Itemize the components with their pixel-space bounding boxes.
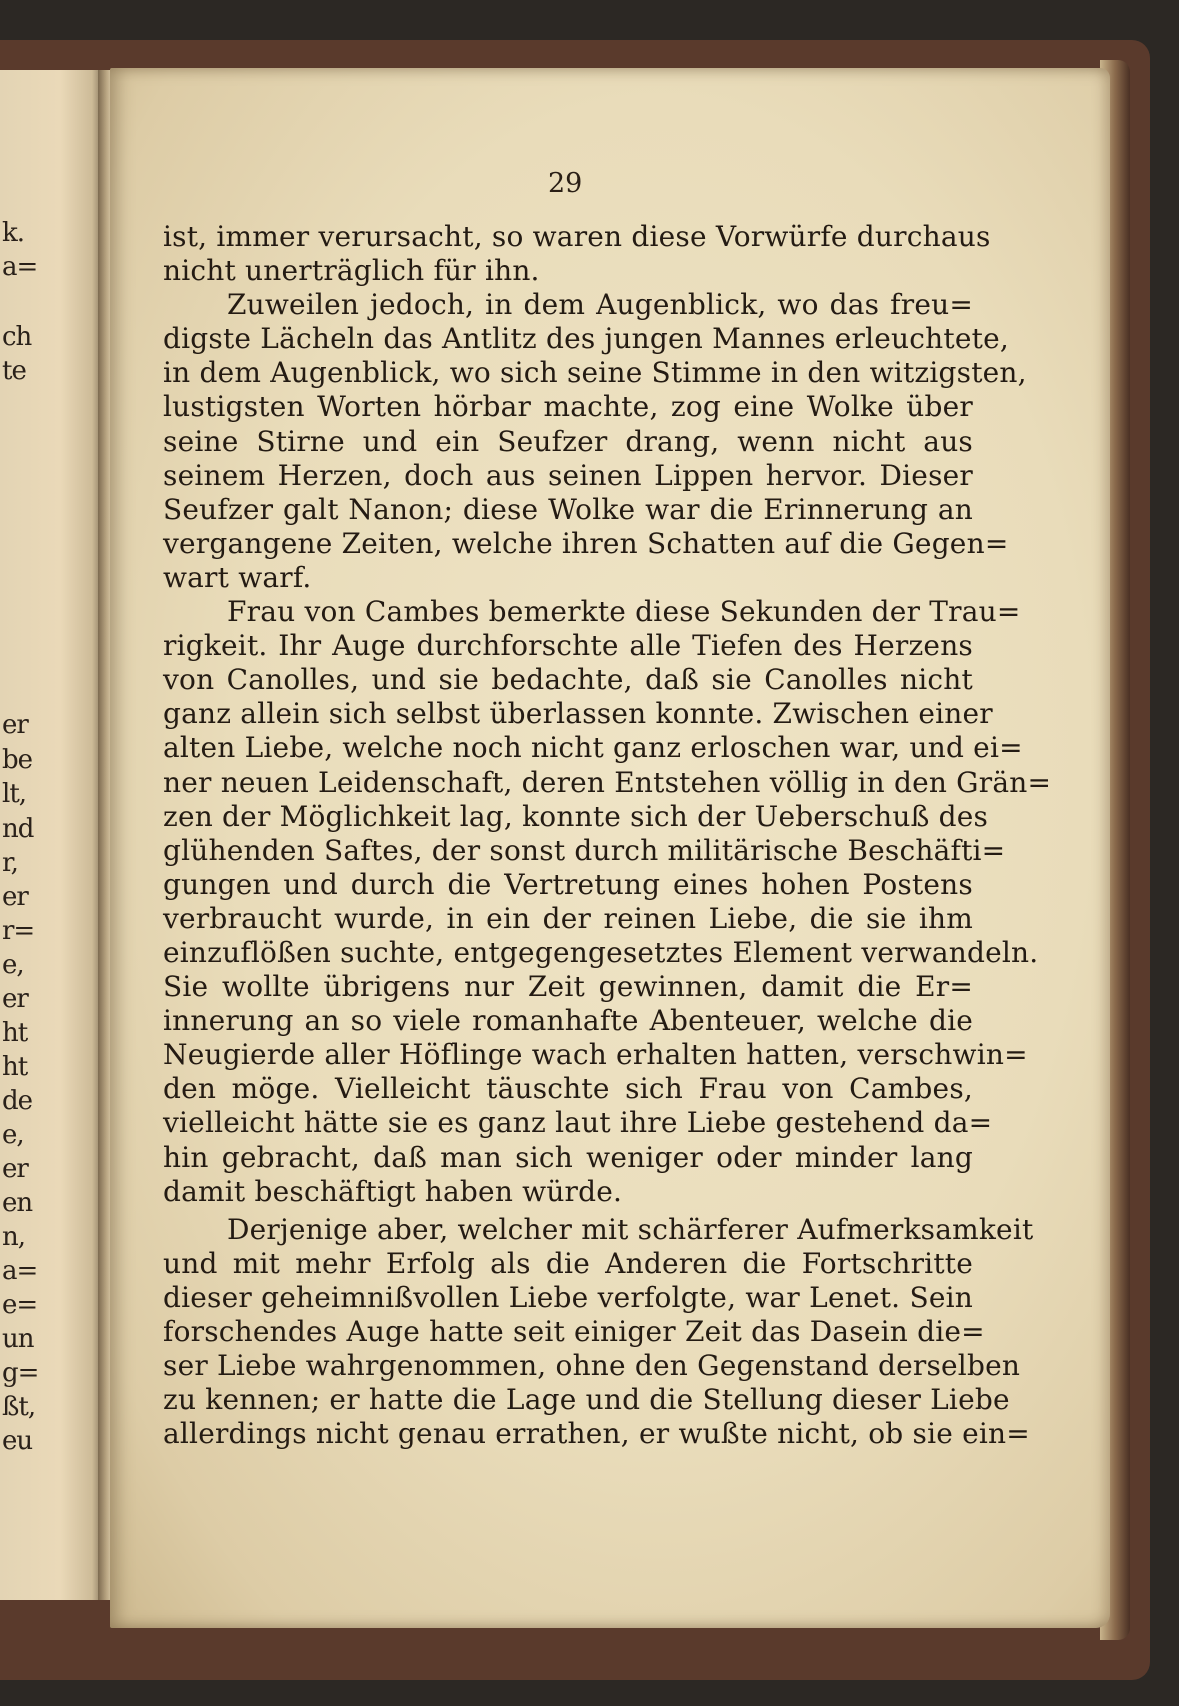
text-line: vergangene Zeiten, welche ihren Schatten auf die Gegen= bbox=[163, 526, 1009, 560]
body-text bbox=[163, 220, 1052, 1451]
text-line: hin gebracht, daß man sich weniger oder minder lang bbox=[163, 1140, 973, 1174]
text-line: Derjenige aber, welcher mit schärferer Aufmerksamkeit bbox=[227, 1212, 1034, 1246]
left-page-fragment: r= bbox=[2, 916, 35, 946]
text-line: seinem Herzen, doch aus seinen Lippen hervor. Dieser bbox=[163, 458, 973, 492]
text-line: ist, immer verursacht, so waren diese Vorwürfe durchaus bbox=[163, 220, 991, 253]
text-line: vielleicht hätte sie es ganz laut ihre Liebe gestehend da= bbox=[163, 1106, 993, 1140]
text-line: Frau von Cambes bemerkte diese Sekunden der Trau= bbox=[227, 595, 1021, 629]
text-line: ner neuen Leidenschaft, deren Entstehen völlig in den Grän= bbox=[163, 765, 1052, 799]
left-page-fragment: en bbox=[2, 1188, 33, 1218]
text-line: den möge. Vielleicht täuschte sich Frau von Cambes, bbox=[163, 1072, 973, 1106]
text-line: zu kennen; er hatte die Lage und die Stellung dieser Liebe bbox=[163, 1383, 1010, 1417]
text-line: damit beschäftigt haben würde. bbox=[163, 1174, 623, 1208]
left-page-fragment: r, bbox=[2, 848, 18, 878]
left-page-fragment: er bbox=[2, 882, 28, 912]
text-line: und mit mehr Erfolg als die Anderen die Fortschritte bbox=[163, 1246, 973, 1280]
left-page-fragment: ßt, bbox=[2, 1392, 36, 1422]
text-line: seine Stirne und ein Seufzer drang, wenn nicht aus bbox=[163, 424, 973, 458]
text-line: innerung an so viele romanhafte Abenteuer, welche die bbox=[163, 1004, 973, 1038]
left-page-fragment: er bbox=[2, 710, 28, 740]
left-page-fragment: eu bbox=[2, 1426, 33, 1456]
left-page-fragment: nd bbox=[2, 814, 34, 844]
text-line: nicht unerträglich für ihn. bbox=[163, 254, 540, 288]
left-page-fragment: er bbox=[2, 1154, 28, 1184]
left-page-fragment: te bbox=[2, 356, 26, 386]
left-page-fragment: e, bbox=[2, 950, 24, 980]
text-line: ganz allein sich selbst überlassen konnte. Zwischen einer bbox=[163, 697, 993, 731]
left-page-fragment: lt, bbox=[2, 779, 27, 809]
text-line: Zuweilen jedoch, in dem Augenblick, wo das freu= bbox=[227, 288, 973, 322]
text-line: Sie wollte übrigens nur Zeit gewinnen, damit die Er= bbox=[163, 970, 973, 1004]
left-page-fragment: be bbox=[2, 745, 33, 775]
left-page-fragment: de bbox=[2, 1086, 33, 1116]
text-line: rigkeit. Ihr Auge durchforschte alle Tiefen des Herzens bbox=[163, 629, 973, 663]
text-line: dieser geheimnißvollen Liebe verfolgte, war Lenet. Sein bbox=[163, 1280, 973, 1314]
left-page-fragment: e= bbox=[2, 1290, 38, 1320]
text-line: alten Liebe, welche noch nicht ganz erloschen war, und ei= bbox=[163, 731, 1023, 765]
text-line: forschendes Auge hatte seit einiger Zeit das Dasein die= bbox=[163, 1315, 985, 1348]
text-line: wart warf. bbox=[163, 560, 312, 594]
left-page-fragment: a= bbox=[2, 252, 38, 282]
left-page-fragment: ch bbox=[2, 322, 32, 352]
text-line: allerdings nicht genau errathen, er wußte nicht, ob sie ein= bbox=[163, 1417, 1030, 1451]
left-page-fragment: g= bbox=[2, 1358, 39, 1388]
left-page-fragment: ht bbox=[2, 1018, 28, 1048]
text-line: gungen und durch die Vertretung eines hohen Postens bbox=[163, 867, 973, 901]
text-line: verbraucht wurde, in ein der reinen Liebe, die sie ihm bbox=[163, 901, 973, 935]
text-line: ser Liebe wahrgenommen, ohne den Gegenstand derselben bbox=[163, 1349, 1021, 1383]
text-line: zen der Möglichkeit lag, konnte sich der Ueberschuß des bbox=[163, 799, 989, 833]
text-line: lustigsten Worten hörbar machte, zog eine Wolke über bbox=[163, 390, 973, 424]
text-line: digste Lächeln das Antlitz des jungen Mannes erleuchtete, bbox=[163, 322, 1009, 356]
text-line: in dem Augenblick, wo sich seine Stimme in den witzigsten, bbox=[163, 356, 1027, 390]
left-page bbox=[0, 70, 100, 1600]
left-page-fragment: un bbox=[2, 1324, 34, 1354]
page-number: 29 bbox=[548, 168, 583, 199]
left-page-fragment: e, bbox=[2, 1120, 24, 1150]
text-line: von Canolles, und sie bedachte, daß sie Canolles nicht bbox=[163, 663, 973, 697]
left-page-fragment: n, bbox=[2, 1222, 26, 1252]
text-line: Seufzer galt Nanon; diese Wolke war die Erinnerung an bbox=[163, 492, 973, 526]
text-line: einzuflößen suchte, entgegengesetztes Element verwandeln. bbox=[163, 935, 1039, 969]
left-page-fragment: er bbox=[2, 984, 28, 1014]
left-page-fragment: k. bbox=[2, 218, 25, 248]
left-page-fragment: ht bbox=[2, 1052, 28, 1082]
text-line: Neugierde aller Höflinge wach erhalten hatten, verschwin= bbox=[163, 1038, 1028, 1072]
text-line: glühenden Saftes, der sonst durch militärische Beschäfti= bbox=[163, 833, 1006, 867]
left-page-fragment: a= bbox=[2, 1256, 38, 1286]
